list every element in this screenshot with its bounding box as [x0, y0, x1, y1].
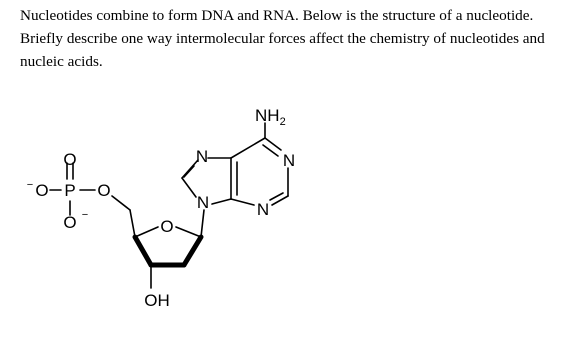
minus-charge-left: − — [26, 179, 34, 191]
ring-oxygen: O — [160, 217, 174, 236]
purine-n7: N — [195, 147, 209, 166]
n3-c4-bond — [231, 199, 254, 205]
sugar-ring — [130, 210, 201, 310]
glycosidic-bond — [201, 210, 204, 237]
phosphate-o-bottom: O — [63, 213, 77, 232]
amino-label: NH — [255, 106, 280, 125]
question-line-2: Briefly describe one way intermolecular forces affect the chemistry of nucleotides and — [20, 30, 545, 47]
c4-c3-bold-bond — [135, 237, 151, 265]
phosphate-o-top: O — [63, 150, 77, 169]
hydroxyl-group: OH — [144, 291, 170, 310]
ch2-c4-bond — [130, 210, 135, 237]
n7-c8-bond-b — [184, 166, 194, 177]
purine-n1: N — [282, 151, 296, 170]
adenine-base — [182, 106, 295, 219]
phosphorus-atom: P — [64, 181, 76, 200]
c5-c6-bond — [231, 138, 265, 158]
purine-n3: N — [256, 200, 270, 219]
minus-charge-bottom: − — [81, 209, 89, 221]
c4-o-bond — [135, 227, 158, 237]
phosphate-o-left: O — [35, 181, 49, 200]
c8-n9-bond — [182, 178, 196, 197]
o-c1-bond — [176, 227, 201, 237]
o-ch2-bond — [112, 196, 130, 210]
phosphate-o-ester: O — [97, 181, 111, 200]
c2-c1-bold-bond — [184, 237, 201, 265]
c2-n3-bond-b — [270, 193, 283, 200]
phosphate-group — [27, 150, 130, 232]
purine-n9: N — [196, 193, 210, 212]
n9-c4-bond — [212, 199, 231, 204]
amino-subscript: 2 — [279, 116, 286, 128]
amino-group — [255, 106, 286, 128]
question-line-3: nucleic acids. — [20, 53, 103, 70]
question-line-1: Nucleotides combine to form DNA and RNA. Below is the structure of a nucleotide. — [20, 7, 534, 24]
